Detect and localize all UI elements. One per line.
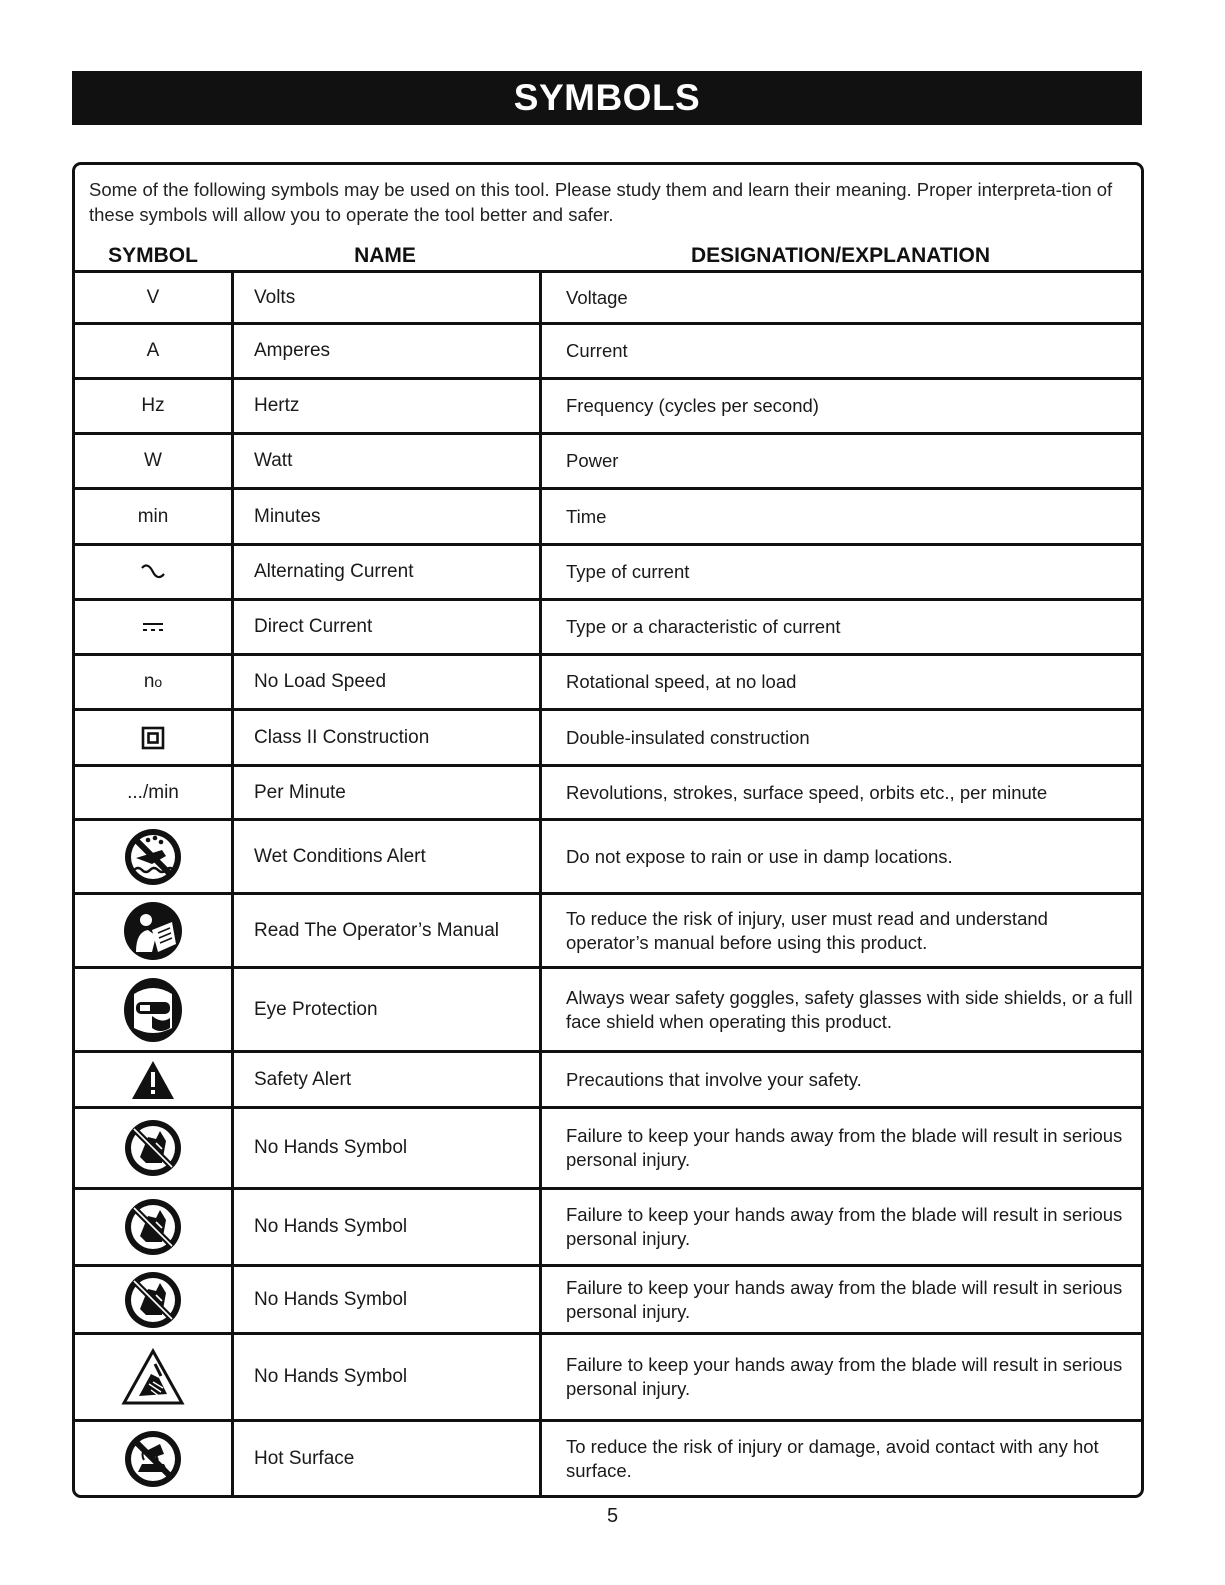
- table-row: [75, 892, 1141, 966]
- name-cell: Minutes: [231, 490, 539, 543]
- table-row: [75, 1050, 1141, 1106]
- table-row: [75, 818, 1141, 892]
- no-hands-warning-triangle-icon: [121, 1348, 185, 1406]
- symbol-cell: [75, 767, 231, 818]
- designation-cell: Failure to keep your hands away from the blade will result in serious personal injury.: [539, 1267, 1141, 1332]
- symbol-cell: [75, 273, 231, 322]
- symbol-cell: [75, 895, 231, 966]
- symbol-cell: [75, 1109, 231, 1187]
- table-row: [75, 764, 1141, 818]
- designation-cell: Type or a characteristic of current: [539, 601, 1141, 653]
- designation-cell: Type of current: [539, 546, 1141, 598]
- symbols-table-box: [72, 162, 1144, 1498]
- symbol-text: .../min: [127, 781, 179, 803]
- designation-cell: Voltage: [539, 273, 1141, 322]
- name-cell: Hot Surface: [231, 1422, 539, 1495]
- table-row: [75, 1187, 1141, 1264]
- table-row: [75, 653, 1141, 708]
- table-row: [75, 598, 1141, 653]
- designation-cell: Do not expose to rain or use in damp locations.: [539, 821, 1141, 892]
- alternating-current-icon: [139, 564, 167, 580]
- designation-cell: Revolutions, strokes, surface speed, orbits etc., per minute: [539, 767, 1141, 818]
- name-cell: Volts: [231, 273, 539, 322]
- symbol-text: W: [144, 450, 162, 471]
- symbol-cell: [75, 1190, 231, 1264]
- name-cell: Class II Construction: [231, 711, 539, 764]
- name-cell: Wet Conditions Alert: [231, 821, 539, 892]
- symbol-cell: [75, 490, 231, 543]
- safety-alert-icon: [130, 1059, 176, 1101]
- designation-cell: Always wear safety goggles, safety glasses with side shields, or a full face shield when operating this product.: [539, 969, 1141, 1050]
- page-title: SYMBOLS: [72, 71, 1142, 125]
- name-cell: Eye Protection: [231, 969, 539, 1050]
- symbol-cell: [75, 380, 231, 432]
- designation-cell: Failure to keep your hands away from the blade will result in serious personal injury.: [539, 1109, 1141, 1187]
- table-row: [75, 270, 1141, 322]
- name-cell: Per Minute: [231, 767, 539, 818]
- designation-cell: Double-insulated construction: [539, 711, 1141, 764]
- designation-cell: To reduce the risk of injury or damage, avoid contact with any hot surface.: [539, 1422, 1141, 1495]
- name-cell: Hertz: [231, 380, 539, 432]
- name-cell: No Hands Symbol: [231, 1109, 539, 1187]
- name-cell: Direct Current: [231, 601, 539, 653]
- designation-cell: Failure to keep your hands away from the blade will result in serious personal injury.: [539, 1190, 1141, 1264]
- name-cell: Amperes: [231, 325, 539, 377]
- page-number: 5: [606, 1505, 619, 1527]
- column-header-designation: DESIGNATION/EXPLANATION: [690, 244, 991, 267]
- table-row: [75, 1332, 1141, 1419]
- name-cell: No Hands Symbol: [231, 1267, 539, 1332]
- name-cell: Safety Alert: [231, 1053, 539, 1106]
- designation-cell: Failure to keep your hands away from the blade will result in serious personal injury.: [539, 1335, 1141, 1419]
- wet-conditions-icon: [122, 826, 184, 888]
- table-row: [75, 322, 1141, 377]
- intro-text: Some of the following symbols may be used on this tool. Please study them and learn their meaning. Proper interpreta-tion of these symbols will allow you to operate the tool better and safer.: [89, 179, 1113, 225]
- designation-cell: Power: [539, 435, 1141, 487]
- table-row: [75, 543, 1141, 598]
- no-hands-icon: [122, 1196, 184, 1258]
- symbol-text: min: [137, 505, 169, 527]
- table-row: [75, 487, 1141, 543]
- no-hands-icon: [122, 1117, 184, 1179]
- eye-protection-icon: [122, 976, 184, 1044]
- symbol-cell: [75, 435, 231, 487]
- table-row: [75, 1264, 1141, 1332]
- symbol-subscript: o: [154, 674, 163, 690]
- symbol-cell: [75, 601, 231, 653]
- symbol-cell: [75, 1267, 231, 1332]
- symbol-cell: [75, 821, 231, 892]
- symbol-cell: [75, 969, 231, 1050]
- name-cell: Read The Operator’s Manual: [231, 895, 539, 966]
- symbol-cell: [75, 1053, 231, 1106]
- designation-cell: To reduce the risk of injury, user must read and understand operator’s manual before using this product.: [539, 895, 1141, 966]
- symbol-text: Hz: [141, 395, 165, 416]
- table-row: [75, 708, 1141, 764]
- designation-cell: Rotational speed, at no load: [539, 656, 1141, 708]
- symbol-cell: [75, 711, 231, 764]
- name-cell: No Load Speed: [231, 656, 539, 708]
- designation-cell: Frequency (cycles per second): [539, 380, 1141, 432]
- designation-cell: Time: [539, 490, 1141, 543]
- direct-current-icon: [141, 621, 165, 633]
- table-row: [75, 432, 1141, 487]
- symbol-text: n: [143, 671, 155, 692]
- table-row: [75, 377, 1141, 432]
- designation-cell: Precautions that involve your safety.: [539, 1053, 1141, 1106]
- symbol-text: V: [146, 286, 160, 308]
- designation-cell: Current: [539, 325, 1141, 377]
- name-cell: Alternating Current: [231, 546, 539, 598]
- symbol-cell: [75, 1335, 231, 1419]
- table-row: [75, 966, 1141, 1050]
- name-cell: Watt: [231, 435, 539, 487]
- symbol-cell: [75, 656, 231, 708]
- name-cell: No Hands Symbol: [231, 1335, 539, 1419]
- symbol-text: A: [146, 340, 160, 361]
- class-ii-construction-icon: [141, 726, 165, 750]
- symbol-cell: [75, 325, 231, 377]
- table-row: [75, 1106, 1141, 1187]
- symbol-cell: [75, 1422, 231, 1495]
- hot-surface-icon: [122, 1428, 184, 1490]
- no-hands-icon: [122, 1269, 184, 1331]
- read-manual-icon: [122, 900, 184, 962]
- column-header-name: NAME: [354, 244, 416, 267]
- column-header-symbol: SYMBOL: [108, 244, 198, 267]
- symbol-cell: [75, 546, 231, 598]
- name-cell: No Hands Symbol: [231, 1190, 539, 1264]
- table-row: [75, 1419, 1141, 1495]
